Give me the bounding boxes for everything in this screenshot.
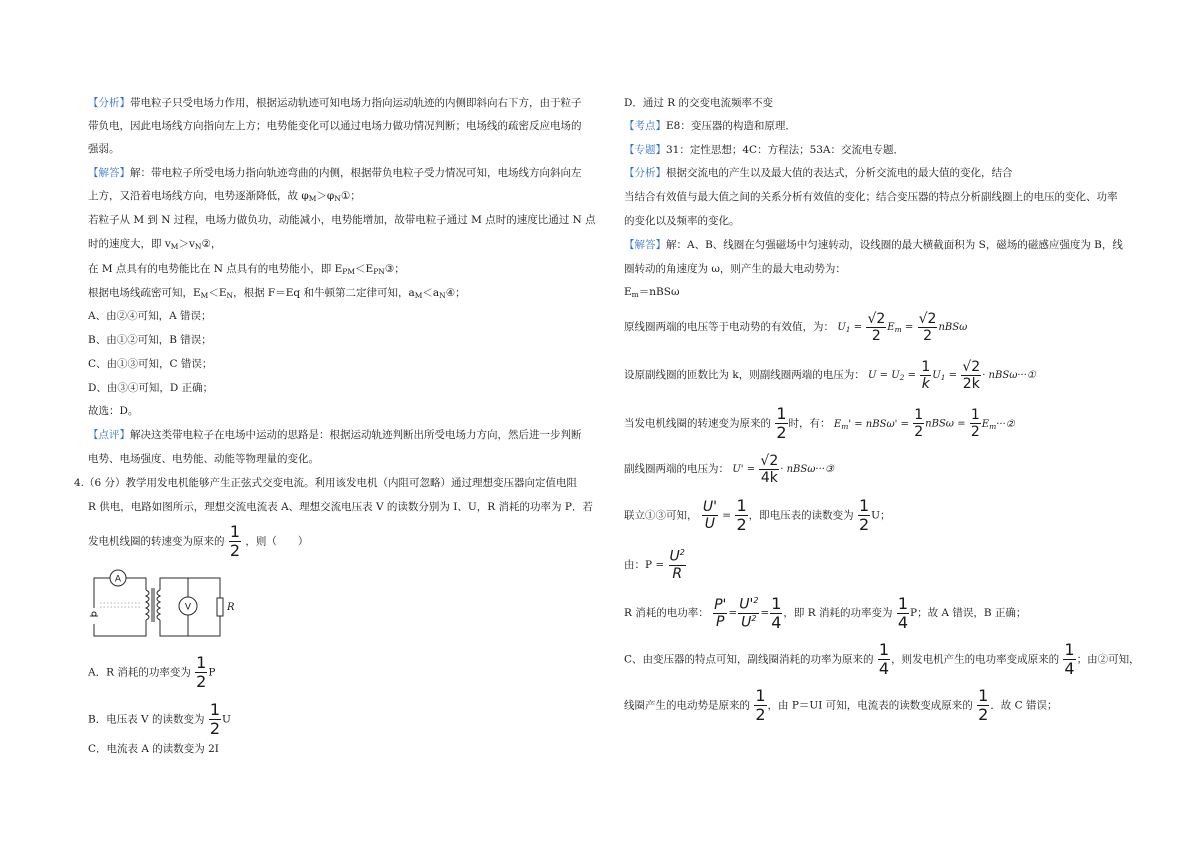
comment-line-1: 【点评】解决这类带电粒子在电场中运动的思路是：根据运动轨迹判断出所受电场力方向，然后进一步判断 xyxy=(88,429,582,441)
answer-line-8: B、由①②可知，B 错误； xyxy=(88,334,212,346)
primary-voltage-formula: 原线圈两端的电压等于电动势的有效值，为： $U_1$ = $\frac{√2}{2}$ $E_m$ = $\frac{√2}{2}$ nBSω xyxy=(624,310,968,344)
answer-line-7: A、由②④可知，A 错误； xyxy=(88,310,212,322)
knowledge-point-tag: 【考点】 xyxy=(624,120,666,132)
answer-tag: 【解答】 xyxy=(88,167,130,179)
analysis-line-3: 的变化以及频率的变化。 xyxy=(624,215,740,227)
analysis-tag: 【分析】 xyxy=(624,167,666,179)
question-4-line-3: 发电机线圈的转速变为原来的 $\frac{1}{2}$ ，则（ ） xyxy=(88,522,309,560)
answer-line-3: 若粒子从 M 到 N 过程，电场力做负功，动能减小，电势能增加，故带电粒子通过 M 点时的速度比通过 N 点 xyxy=(88,214,596,226)
right-column xyxy=(600,0,1200,848)
topic-tag: 【专题】 xyxy=(624,144,666,156)
question-4-line-1: 4.（6 分）教学用发电机能够产生正弦式交变电流。利用该发电机（内阻可忽略）通过理想变压器向定值电阻 xyxy=(74,477,578,489)
power-formula: 由：P = $\frac{U^2}{R}$ xyxy=(624,548,685,582)
answer-line-6: 根据电场线疏密可知，$E_M<E_N$，根据 F＝Eq 和牛顿第二定律可知，$a_M<a_N④$； xyxy=(88,287,466,300)
transformer-circuit-diagram xyxy=(86,566,246,646)
half-speed-formula: 当发电机线圈的转速变为原来的 $\frac{1}{2}$ 时，有： $E_m' = nBS\omega'$ = $\frac{1}{2}$ nBSω = $\frac{1}{2}$ $E_m\cdot\cdot\cdot ②$ xyxy=(624,404,1015,442)
comment-tag: 【点评】 xyxy=(88,429,130,441)
option-c: C．电流表 A 的读数变为 2I xyxy=(88,743,219,755)
analysis-tag: 【分析】 xyxy=(88,97,130,109)
analysis-line-2: 带负电，因此电场线方向指向左上方；电势能变化可以通过电场力做功情况判断；电场线的疏密反应电场的 xyxy=(88,120,582,132)
fraction-one-half: $\frac{1}{2}$ xyxy=(229,522,241,560)
option-d: D．通过 R 的交变电流频率不变 xyxy=(624,97,773,109)
analysis-line-2: 当结合有效值与最大值之间的关系分析有效值的变化；结合变压器的特点分析副线圈上的电压的变化、功率 xyxy=(624,191,1118,203)
topic-line: 【专题】31：定性思想；4C：方程法；53A：交流电专题． xyxy=(624,144,905,156)
answer-line-2: 圈转动的角速度为 ω，则产生的最大电动势为： xyxy=(624,263,846,275)
voltage-ratio-formula: 联立①③可知， $\frac{U'}{U}$ = $\frac{1}{2}$ ，即电压表的读数变为 $\frac{1}{2}$ U； xyxy=(624,496,891,534)
option-a: A．R 消耗的功率变为 $\frac{1}{2}$ P xyxy=(88,653,216,691)
max-emf-formula: $E_m=nBS\omega$ xyxy=(624,286,680,299)
answer-line-10: D、由③④可知，D 正确； xyxy=(88,382,214,394)
analysis-line-1: 【分析】带电粒子只受电场力作用，根据运动轨迹可知电场力指向运动轨迹的内侧即斜向右下方，由于粒子 xyxy=(88,97,582,109)
comment-line-2: 电势、电场强度、电势能、动能等物理量的变化。 xyxy=(88,453,319,465)
voltmeter-label: V xyxy=(184,602,192,613)
answer-line-9: C、由①③可知，C 错误； xyxy=(88,358,213,370)
answer-line-1: 【解答】解：带电粒子所受电场力指向轨迹弯曲的内侧，根据带负电粒子受力情况可知，电场线方向斜向左 xyxy=(88,167,582,179)
secondary-voltage-formula: 设原副线圈的匝数比为 k，则副线圈两端的电压为： $U = U_2$ = $\frac{1}{k}$ $U_1$ = $\frac{√2}{2k}$ · nBSω···① xyxy=(624,358,1036,392)
new-secondary-voltage-formula: 副线圈两端的电压为： U' = $\frac{√2}{4k}$ · nBSω···③ xyxy=(624,452,834,486)
answer-line-2: 上方，又沿着电场线方向，电势逐渐降低，故 $\varphi_M>\varphi_N①$； xyxy=(88,190,361,203)
option-b: B．电压表 V 的读数变为 $\frac{1}{2}$ U xyxy=(88,700,231,738)
analysis-line-1: 【分析】根据交流电的产生以及最大值的表达式，分析交流电的最大值的变化，结合 xyxy=(624,167,1013,179)
option-c-analysis-line-2: 线圈产生的电动势是原来的 $\frac{1}{2}$ ，由 P＝UI 可知，电流表的读数变成原来的 $\frac{1}{2}$ ．故 C 错误； xyxy=(624,686,1058,724)
ammeter-label: A xyxy=(114,574,122,585)
answer-line-4: 时的速度大，即 $v_M>v_N②$， xyxy=(88,238,222,251)
analysis-line-3: 强弱。 xyxy=(88,143,120,155)
answer-tag: 【解答】 xyxy=(624,239,666,251)
answer-line-5: 在 M 点具有的电势能比在 N 点具有的电势能小，即 $E_{PM}<E_{PN}③$； xyxy=(88,263,405,276)
knowledge-point-line: 【考点】E8：变压器的构造和原理． xyxy=(624,120,796,132)
question-4-line-2: R 供电，电路如图所示，理想交流电流表 A、理想交流电压表 V 的读数分别为 I、U，R 消耗的功率为 P．若 xyxy=(88,501,593,513)
answer-line-1: 【解答】解：A、B、线圈在匀强磁场中匀速转动，设线圈的最大横截面积为 S，磁场的磁感应强度为 B，线 xyxy=(624,239,1123,251)
option-c-analysis-line-1: C、由变压器的特点可知，副线圈消耗的功率为原来的 $\frac{1}{4}$ ，则发电机产生的电功率变成原来的 $\frac{1}{4}$ ；由②可知， xyxy=(624,640,1140,678)
resistor-label: R xyxy=(227,602,235,613)
power-ratio-formula: R 消耗的电功率： $\frac{P'}{P}$ = $\frac{U'^2}{U^2}$ = $\frac{1}{4}$ ，即 R 消耗的功率变为 $\frac{1}{4}$ P；故 A 错误，B 正确； xyxy=(624,593,1027,632)
fraction-one-half: $\frac{1}{2}$ xyxy=(209,700,221,738)
answer-line-11: 故选：D。 xyxy=(88,405,139,417)
fraction-one-half: $\frac{1}{2}$ xyxy=(196,653,207,691)
